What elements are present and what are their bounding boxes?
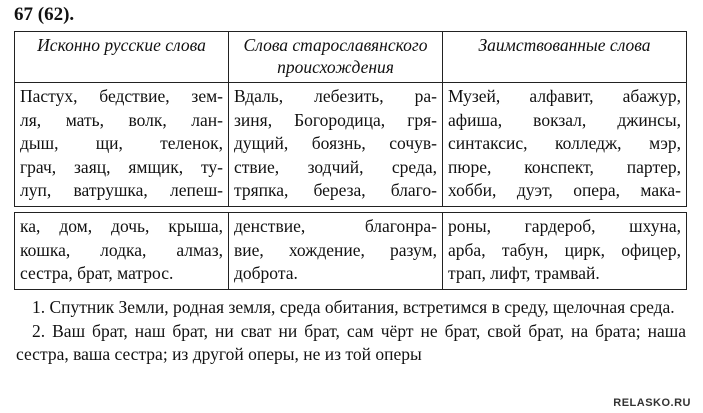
cell-line: тряпка, береза, благо- xyxy=(234,180,437,200)
header-borrowed: Заимствованные слова xyxy=(443,32,687,83)
cell-line: арба, табун, цирк, офицер, xyxy=(448,239,681,260)
table-row xyxy=(15,213,687,290)
cell-old-slavonic-cont xyxy=(229,213,443,290)
cell-line: сестра, брат, матрос. xyxy=(20,263,174,283)
words-table-bottom xyxy=(14,212,687,290)
cell-line: ка, дом, дочь, крыша, xyxy=(20,216,223,236)
cell-line: Музей, алфавит, абажур, xyxy=(448,86,681,106)
header-native-russian: Исконно русские слова xyxy=(15,32,229,83)
cell-line: хобби, дуэт, опера, мака- xyxy=(448,180,681,200)
cell-line: афиша, вокзал, джинсы, xyxy=(448,109,681,130)
cell-native-russian-cont xyxy=(15,213,229,290)
table-row xyxy=(15,83,687,207)
cell-line: грач, заяц, ямщик, ту- xyxy=(20,156,223,177)
cell-line: ля, мать, волк, лан- xyxy=(20,109,223,130)
cell-line: Пастух, бедствие, зем- xyxy=(20,86,223,106)
cell-line: роны, гардероб, шхуна, xyxy=(448,216,681,236)
cell-line: Вдаль, лебезить, ра- xyxy=(234,86,437,106)
note-item: 2. Ваш брат, наш брат, ни сват ни брат, сам чёрт не брат, свой брат, на брата; наша сестра, ваша сестра; из другой оперы, не из той оперы xyxy=(16,320,686,364)
cell-line: луп, ватрушка, лепеш- xyxy=(20,180,223,200)
cell-line: зиня, Богородица, гря- xyxy=(234,109,437,130)
cell-line: денствие, благонра- xyxy=(234,216,437,236)
cell-line: ствие, зодчий, среда, xyxy=(234,156,437,177)
cell-old-slavonic xyxy=(229,83,443,207)
cell-line: синтаксис, колледж, мэр, xyxy=(448,133,681,153)
answer-notes xyxy=(16,296,686,367)
cell-line: дыш, щи, теленок, xyxy=(20,133,223,153)
cell-borrowed xyxy=(443,83,687,207)
exercise-number: 67 (62). xyxy=(14,4,75,25)
cell-line: трап, лифт, трамвай. xyxy=(448,263,600,283)
cell-line: пюре, конспект, партер, xyxy=(448,156,681,177)
watermark: RELASKO.RU xyxy=(613,397,691,409)
cell-line: доброта. xyxy=(234,263,298,283)
table-header-row xyxy=(15,32,687,83)
cell-line: дущий, боязнь, сочув- xyxy=(234,133,437,153)
cell-borrowed-cont xyxy=(443,213,687,290)
cell-native-russian xyxy=(15,83,229,207)
note-item: 1. Спутник Земли, родная земля, среда обитания, встретимся в среду, щелочная среда. xyxy=(32,297,675,317)
words-table-top xyxy=(14,31,687,207)
cell-line: кошка, лодка, алмаз, xyxy=(20,239,223,260)
cell-line: вие, хождение, разум, xyxy=(234,239,437,260)
header-old-slavonic: Слова старославянского происхождения xyxy=(229,32,443,83)
